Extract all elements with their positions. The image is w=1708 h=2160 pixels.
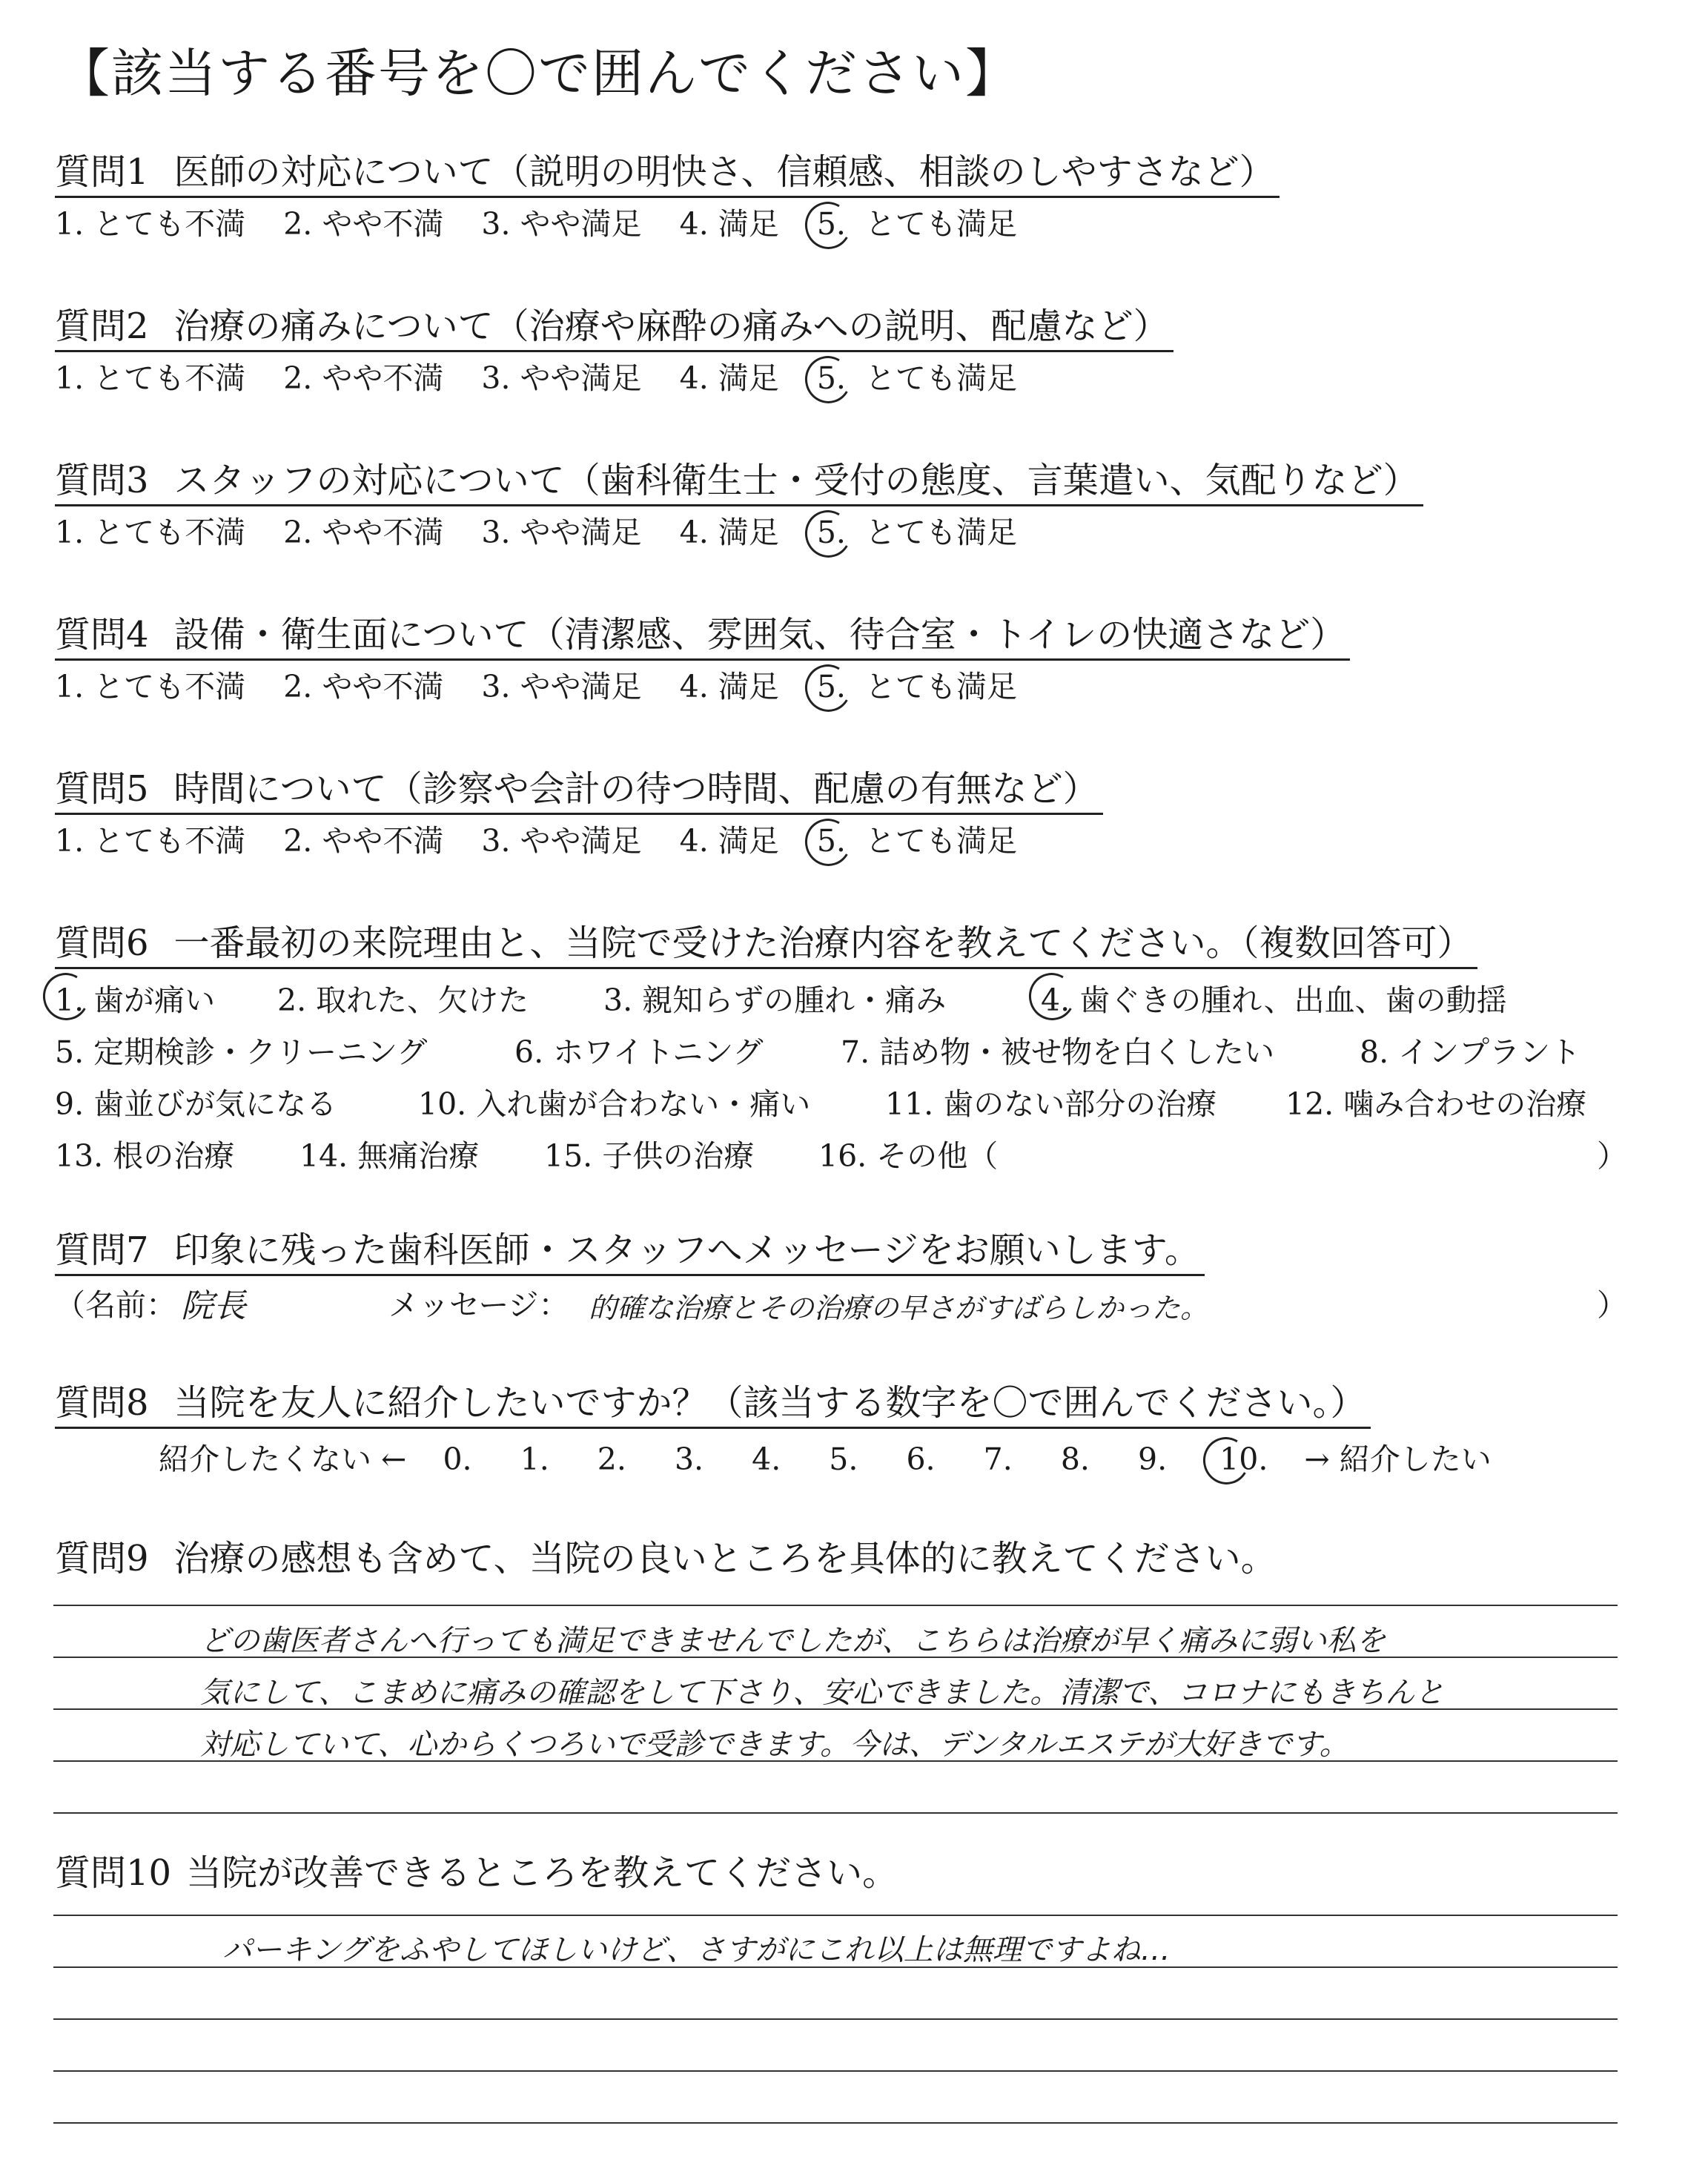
question-9-heading [55,1535,1281,1582]
option-5-selected[interactable] [817,203,1017,245]
option-5-label: とても満足 [865,360,1018,396]
selected-circle-mark: 5. [817,203,846,245]
option-1[interactable]: 1. とても不満 [55,360,246,396]
question-number: 質問3 [55,460,149,501]
selected-circle-mark: 5. [817,357,846,399]
reason-option-2[interactable]: 2. 取れた、欠けた [277,982,529,1018]
reason-option-8[interactable]: 8. インプラント [1360,1034,1581,1070]
handwritten-line: 対応していて、心からくつろいで受診できます。今は、デンタルエステが大好きです。 [200,1728,1349,1762]
question-text: 当院が改善できるところを教えてください。 [186,1852,898,1894]
option-5-selected[interactable] [817,666,1017,707]
reason-option-12[interactable]: 12. 噛み合わせの治療 [1285,1086,1587,1122]
reason-option-14[interactable]: 14. 無痛治療 [299,1138,480,1174]
question-text: 医師の対応について（説明の明快さ、信頼感、相談のしやすさなど） [173,151,1275,193]
question-number: 質問4 [55,614,149,655]
option-3[interactable]: 3. やや満足 [481,360,642,396]
reason-option-11[interactable]: 11. 歯のない部分の治療 [885,1086,1217,1122]
reason-option-10[interactable]: 10. 入れ歯が合わない・痛い [418,1086,811,1122]
handwritten-line: 気にして、こまめに痛みの確認をして下さり、安心できました。清潔で、コロナにもきちんと [200,1676,1445,1710]
question-1-heading [55,148,1280,198]
page-title: 【該当する番号を〇で囲んでください】 [58,43,1019,104]
name-handwritten[interactable]: 院長 [181,1287,246,1325]
message-handwritten[interactable]: 的確な治療とその治療の早さがすばらしかった。 [589,1292,1209,1324]
option-5-label: とても満足 [865,669,1018,704]
question-6-heading [55,919,1477,969]
message-row [55,1284,1626,1336]
option-3[interactable]: 3. やや満足 [481,669,642,704]
question-number: 質問2 [55,305,149,347]
option-5-selected[interactable] [817,820,1017,862]
option-2[interactable]: 2. やや不満 [283,823,444,859]
selected-circle-mark: 5. [817,820,846,862]
option-2[interactable]: 2. やや不満 [283,360,444,396]
option-3[interactable]: 3. やや満足 [481,515,642,550]
reason-option-7[interactable]: 7. 詰め物・被せ物を白くしたい [841,1034,1275,1070]
handwritten-line: パーキングをふやしてほしいけど、さすがにこれ以上は無理ですよね… [222,1933,1171,1967]
option-1[interactable]: 1. とても不満 [55,823,246,859]
question-text: 治療の感想も含めて、当院の良いところを具体的に教えてください。 [173,1538,1277,1579]
option-5-label: とても満足 [865,206,1018,242]
selected-circle-mark: 1. [55,974,84,1026]
scale-10-selected[interactable] [1215,1439,1272,1480]
question-number: 質問1 [55,151,149,193]
option-4[interactable]: 4. 満足 [679,823,779,859]
option-5-label: とても満足 [865,823,1018,859]
scale-right-label: → 紹介したい [1304,1441,1492,1477]
reason-option-4-selected[interactable] [1041,974,1507,1026]
question-8-heading [55,1379,1371,1429]
answer-line [53,2070,1618,2072]
question-4-heading [55,611,1350,661]
question-number: 質問10 [55,1852,172,1894]
scale-1[interactable]: 1. [520,1441,549,1477]
option-1[interactable]: 1. とても不満 [55,206,246,242]
answer-handwritten-q9[interactable] [200,1615,1444,1771]
reason-option-15[interactable]: 15. 子供の治療 [544,1138,755,1174]
answer-line [53,2018,1618,2020]
option-2[interactable]: 2. やや不満 [283,669,444,704]
option-4[interactable]: 4. 満足 [679,360,779,396]
option-3[interactable]: 3. やや満足 [481,823,642,859]
option-4[interactable]: 4. 満足 [679,206,779,242]
question-text: 一番最初の来院理由と、当院で受けた治療内容を教えてください。（複数回答可） [173,922,1473,964]
scale-left-label: 紹介したくない ← [159,1441,407,1477]
answer-line [53,2122,1618,2124]
question-text: 時間について（診察や会計の待つ時間、配慮の有無など） [173,768,1099,810]
scale-9[interactable]: 9. [1137,1441,1168,1477]
question-text: 設備・衛生面について（清潔感、雰囲気、待合室・トイレの快適さなど） [173,614,1346,655]
question-text: スタッフの対応について（歯科衛生士・受付の態度、言葉遣い、気配りなど） [173,460,1419,501]
option-1[interactable]: 1. とても不満 [55,669,246,704]
question-number: 質問6 [55,922,149,964]
option-4[interactable]: 4. 満足 [679,669,779,704]
reason-option-1-selected[interactable] [55,974,215,1026]
selected-circle-mark: 5. [817,666,846,707]
reason-option-6[interactable]: 6. ホワイトニング [514,1034,764,1070]
handwritten-line: どの歯医者さんへ行っても満足できませんでしたが、こちらは治療が早く痛みに弱い私を [200,1624,1386,1658]
option-3[interactable]: 3. やや満足 [481,206,642,242]
reason-option-3[interactable]: 3. 親知らずの腫れ・痛み [603,982,947,1018]
answer-line [53,1915,1618,1916]
question-number: 質問9 [55,1538,149,1579]
recommend-scale [159,1439,1492,1480]
question-3-heading [55,457,1423,506]
question-text: 印象に残った歯科医師・スタッフへメッセージをお願いします。 [173,1229,1200,1271]
question-number: 質問5 [55,768,149,810]
rating-options [55,512,1045,553]
selected-circle-mark: 10. [1215,1439,1272,1480]
option-1[interactable]: 1. とても不満 [55,515,246,550]
option-5-label: とても満足 [865,515,1018,550]
rating-options [55,203,1045,245]
scale-7[interactable]: 7. [983,1441,1013,1477]
question-text: 治療の痛みについて（治療や麻酔の痛みへの説明、配慮など） [173,305,1169,347]
question-number: 質問7 [55,1229,149,1271]
question-10-heading [55,1849,902,1897]
option-4[interactable]: 4. 満足 [679,515,779,550]
answer-line [53,1812,1618,1814]
question-text: 当院を友人に紹介したいですか？（該当する数字を〇で囲んでください。） [173,1382,1366,1424]
scale-3[interactable]: 3. [674,1441,704,1477]
option-label: 歯ぐきの腫れ、出血、歯の動揺 [1079,982,1507,1018]
option-2[interactable]: 2. やや不満 [283,206,444,242]
message-label: メッセージ： [388,1287,569,1323]
reason-option-16[interactable]: 16. その他（ [818,1138,999,1174]
scale-5[interactable]: 5. [829,1441,858,1477]
scale-0[interactable]: 0. [443,1441,472,1477]
answer-line [53,1605,1618,1606]
scale-4[interactable]: 4. [752,1441,781,1477]
reason-option-13[interactable]: 13. 根の治療 [55,1138,235,1174]
scale-2[interactable]: 2. [597,1441,626,1477]
selected-circle-mark: 5. [817,512,846,553]
selected-circle-mark: 4. [1041,974,1070,1026]
option-5-selected[interactable] [817,512,1017,553]
rating-options [55,357,1045,399]
closing-paren: ） [1597,1287,1627,1323]
rating-options [55,666,1045,707]
reason-option-9[interactable]: 9. 歯並びが気になる [55,1086,337,1122]
option-2[interactable]: 2. やや不満 [283,515,444,550]
answer-handwritten-q10[interactable] [222,1928,1171,1972]
question-2-heading [55,303,1174,352]
rating-options [55,820,1045,862]
option-5-selected[interactable] [817,357,1017,399]
scale-6[interactable]: 6. [906,1441,936,1477]
option-label: 歯が痛い [93,982,216,1018]
question-5-heading [55,765,1103,815]
name-label: （名前： [55,1287,176,1323]
question-7-heading [55,1226,1205,1276]
closing-paren: ） [1597,1138,1627,1174]
scale-8[interactable]: 8. [1060,1441,1090,1477]
reason-option-5[interactable]: 5. 定期検診・クリーニング [55,1034,428,1070]
question-number: 質問8 [55,1382,149,1424]
